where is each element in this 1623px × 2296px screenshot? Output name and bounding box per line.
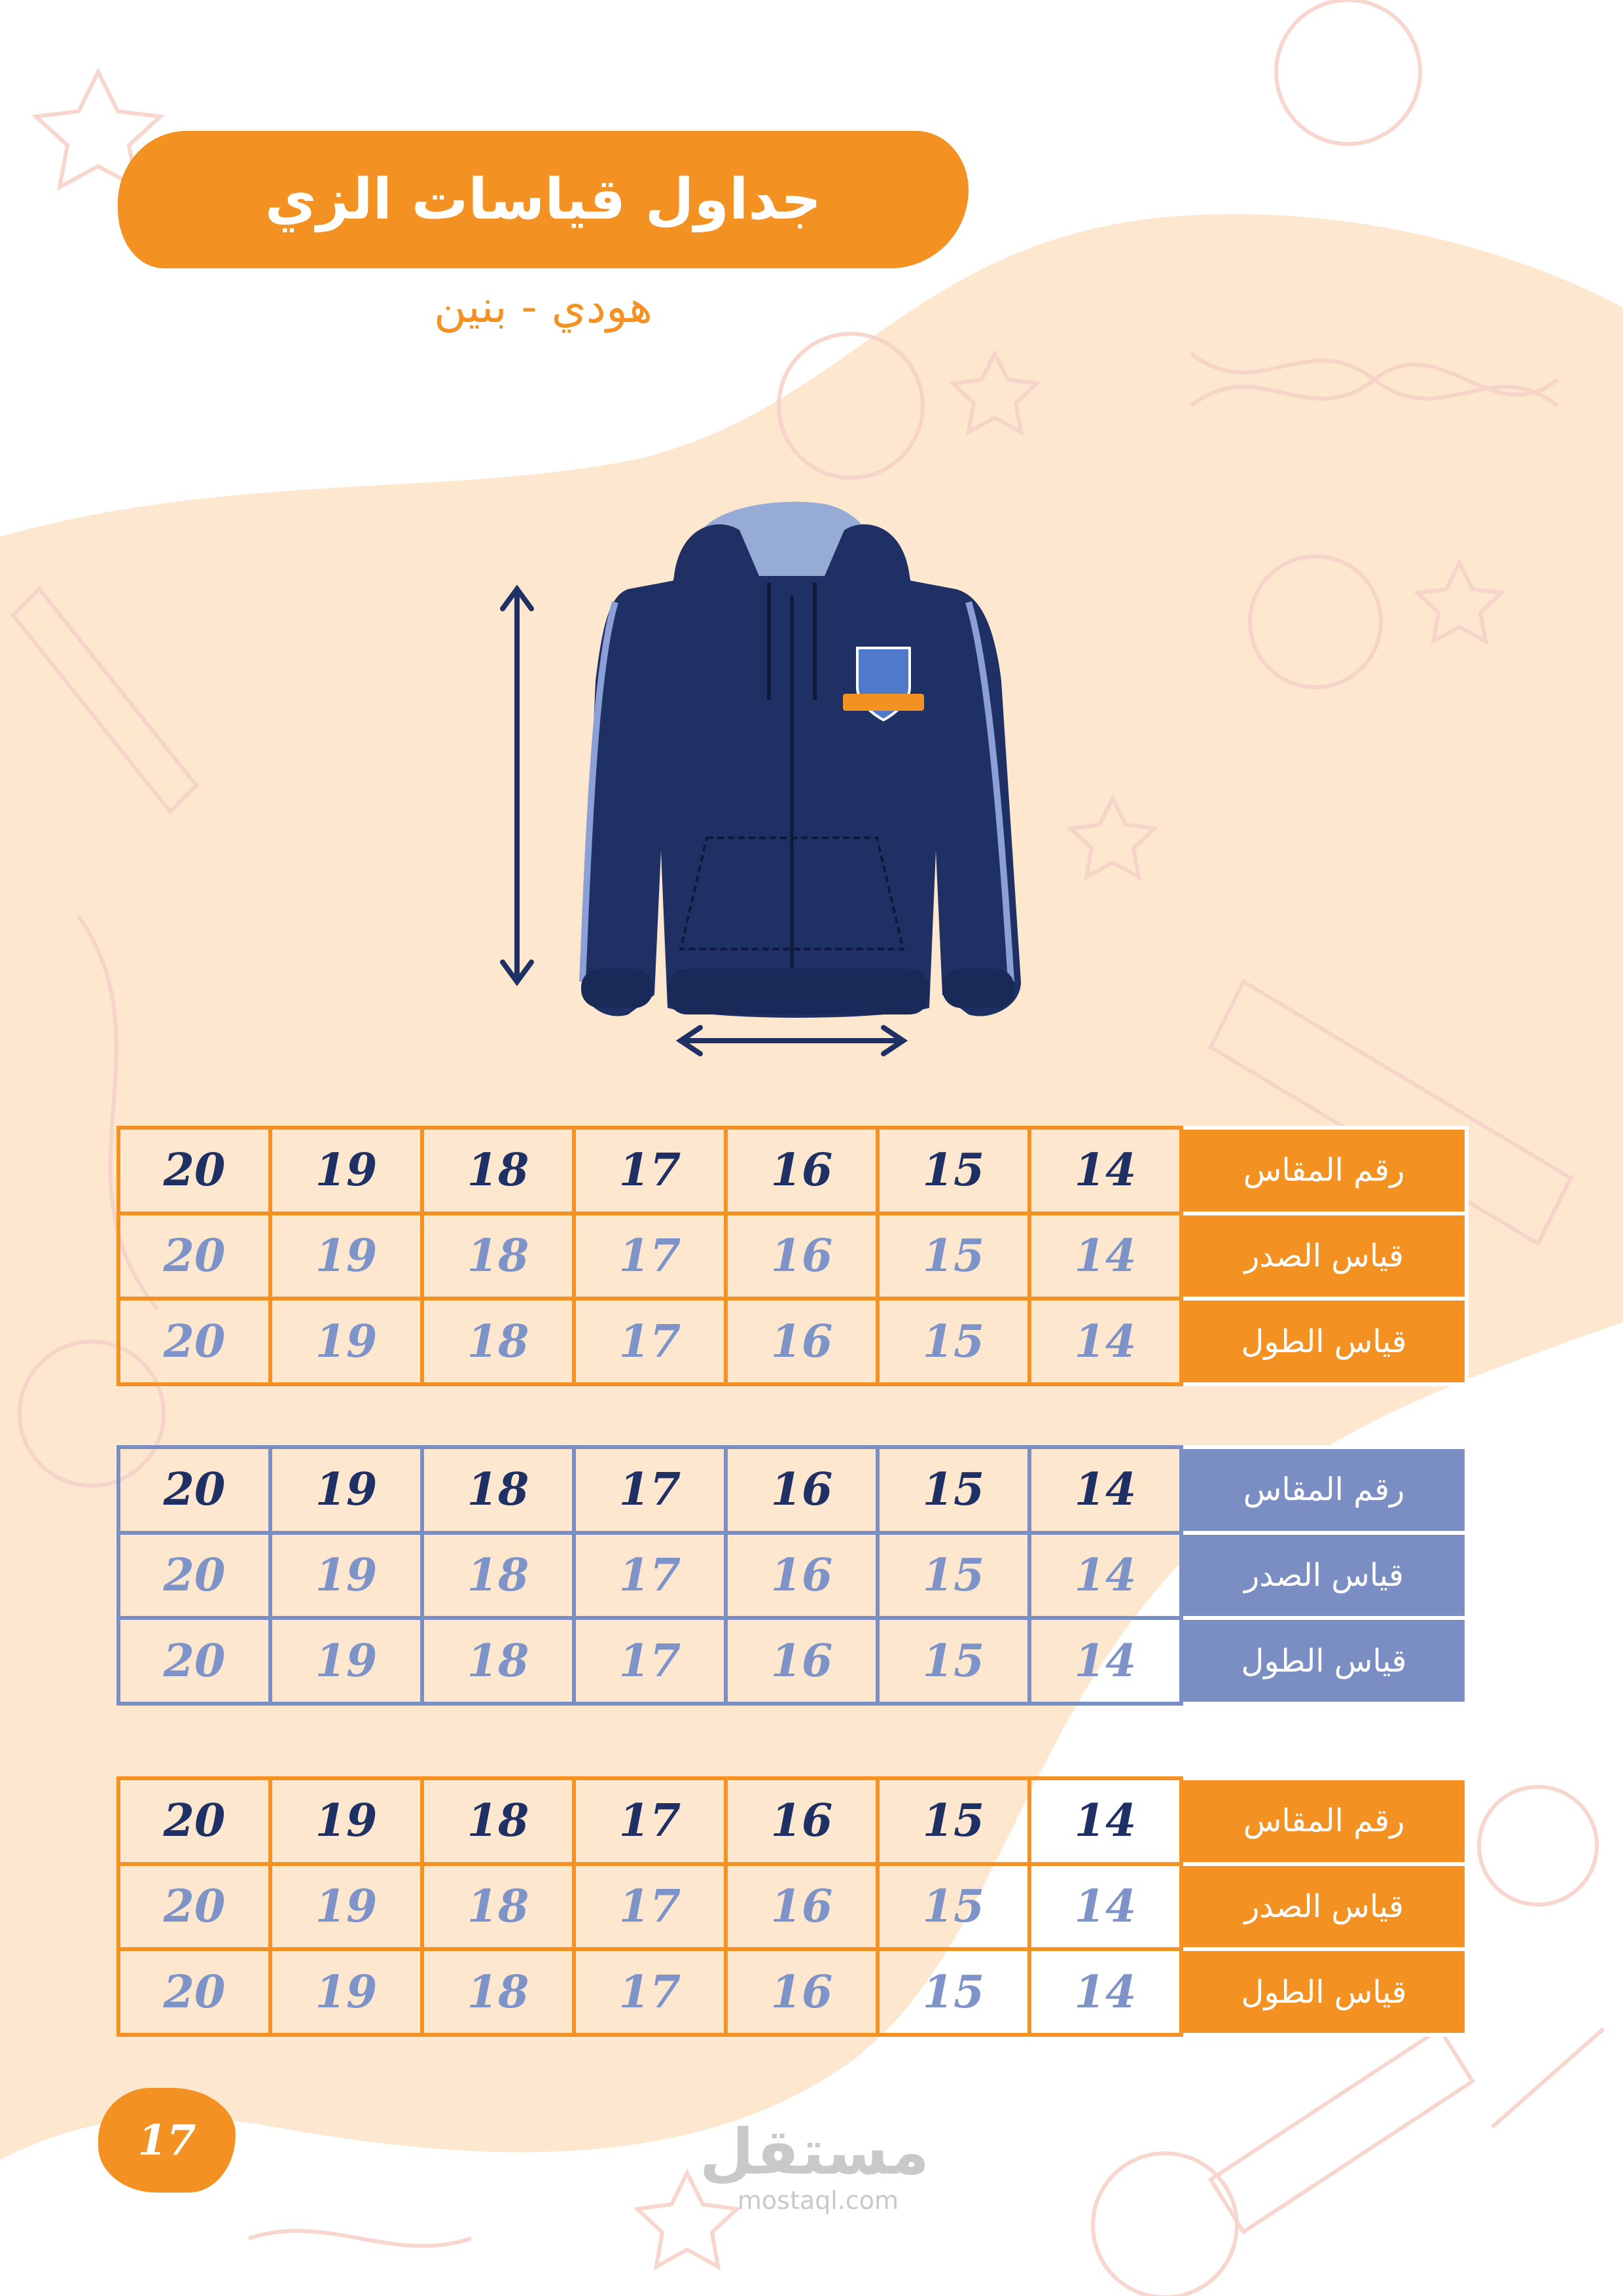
hoodie-illustration	[484, 497, 1099, 1060]
page-number-badge	[98, 2088, 236, 2193]
chest-cell: 19	[270, 1864, 422, 1950]
watermark-logo-text: مستقل	[699, 2115, 929, 2189]
page-subtitle: هودي - بنين	[434, 281, 652, 333]
row-label-chest: قياس الصدر	[1181, 1213, 1467, 1299]
size-cell: 20	[118, 1778, 270, 1864]
table-row	[118, 1447, 1467, 1533]
table-row	[118, 1299, 1467, 1384]
chest-cell: 19	[270, 1213, 422, 1299]
size-table-2	[116, 1445, 1469, 1706]
chest-cell: 19	[270, 1533, 422, 1619]
width-arrow-icon	[681, 1028, 903, 1054]
row-label-length: قياس الطول	[1181, 1949, 1467, 2035]
row-label-size-number: رقم المقاس	[1181, 1778, 1467, 1864]
hoodie-body	[582, 569, 1021, 1018]
chest-cell: 16	[726, 1533, 878, 1619]
length-cell: 19	[270, 1299, 422, 1384]
size-cell: 16	[726, 1128, 878, 1213]
size-table-3	[116, 1776, 1469, 2037]
page-title: جداول قياسات الزي	[264, 167, 822, 232]
table-row	[118, 1533, 1467, 1619]
table-row	[118, 1778, 1467, 1864]
size-table-1	[116, 1126, 1469, 1386]
size-cell: 17	[574, 1778, 726, 1864]
chest-cell: 17	[574, 1864, 726, 1950]
size-cell: 14	[1029, 1778, 1181, 1864]
length-cell: 15	[878, 1618, 1029, 1704]
size-cell: 16	[726, 1447, 878, 1533]
chest-cell: 15	[878, 1533, 1029, 1619]
length-cell: 18	[422, 1949, 574, 2035]
size-cell: 20	[118, 1447, 270, 1533]
size-cell: 15	[878, 1447, 1029, 1533]
size-cell: 19	[270, 1778, 422, 1864]
page-number: 17	[137, 2115, 196, 2165]
length-cell: 14	[1029, 1949, 1181, 2035]
size-cell: 18	[422, 1778, 574, 1864]
chest-cell: 18	[422, 1864, 574, 1950]
length-cell: 18	[422, 1299, 574, 1384]
length-cell: 15	[878, 1949, 1029, 2035]
size-cell: 16	[726, 1778, 878, 1864]
length-cell: 15	[878, 1299, 1029, 1384]
length-cell: 17	[574, 1949, 726, 2035]
length-cell: 14	[1029, 1618, 1181, 1704]
row-label-length: قياس الطول	[1181, 1618, 1467, 1704]
length-cell: 16	[726, 1949, 878, 2035]
length-arrow-icon	[503, 589, 531, 982]
size-cell: 17	[574, 1128, 726, 1213]
row-label-chest: قياس الصدر	[1181, 1864, 1467, 1950]
chest-cell: 18	[422, 1213, 574, 1299]
watermark-url: mostaql.com	[737, 2186, 899, 2215]
chest-cell: 17	[574, 1533, 726, 1619]
chest-cell: 16	[726, 1864, 878, 1950]
size-cell: 18	[422, 1447, 574, 1533]
page-title-banner	[118, 131, 969, 268]
row-label-chest: قياس الصدر	[1181, 1533, 1467, 1619]
row-label-size-number: رقم المقاس	[1181, 1447, 1467, 1533]
chest-cell: 20	[118, 1864, 270, 1950]
watermark	[699, 2115, 929, 2215]
size-cell: 17	[574, 1447, 726, 1533]
size-cell: 19	[270, 1447, 422, 1533]
chest-cell: 15	[878, 1213, 1029, 1299]
chest-cell: 18	[422, 1533, 574, 1619]
size-cell: 15	[878, 1128, 1029, 1213]
size-cell: 14	[1029, 1447, 1181, 1533]
length-cell: 19	[270, 1949, 422, 2035]
length-cell: 19	[270, 1618, 422, 1704]
length-cell: 14	[1029, 1299, 1181, 1384]
size-cell: 18	[422, 1128, 574, 1213]
size-cell: 14	[1029, 1128, 1181, 1213]
length-cell: 18	[422, 1618, 574, 1704]
length-cell: 20	[118, 1618, 270, 1704]
table-row	[118, 1618, 1467, 1704]
length-cell: 16	[726, 1618, 878, 1704]
size-cell: 19	[270, 1128, 422, 1213]
length-cell: 17	[574, 1299, 726, 1384]
chest-cell: 15	[878, 1864, 1029, 1950]
table-row	[118, 1128, 1467, 1213]
chest-cell: 14	[1029, 1533, 1181, 1619]
table-row	[118, 1949, 1467, 2035]
chest-cell: 14	[1029, 1864, 1181, 1950]
row-label-length: قياس الطول	[1181, 1299, 1467, 1384]
size-cell: 15	[878, 1778, 1029, 1864]
table-row	[118, 1213, 1467, 1299]
chest-cell: 16	[726, 1213, 878, 1299]
length-cell: 16	[726, 1299, 878, 1384]
length-cell: 20	[118, 1949, 270, 2035]
chest-cell: 20	[118, 1213, 270, 1299]
row-label-size-number: رقم المقاس	[1181, 1128, 1467, 1213]
length-cell: 20	[118, 1299, 270, 1384]
table-row	[118, 1864, 1467, 1950]
length-cell: 17	[574, 1618, 726, 1704]
chest-cell: 17	[574, 1213, 726, 1299]
size-cell: 20	[118, 1128, 270, 1213]
chest-cell: 20	[118, 1533, 270, 1619]
chest-cell: 14	[1029, 1213, 1181, 1299]
